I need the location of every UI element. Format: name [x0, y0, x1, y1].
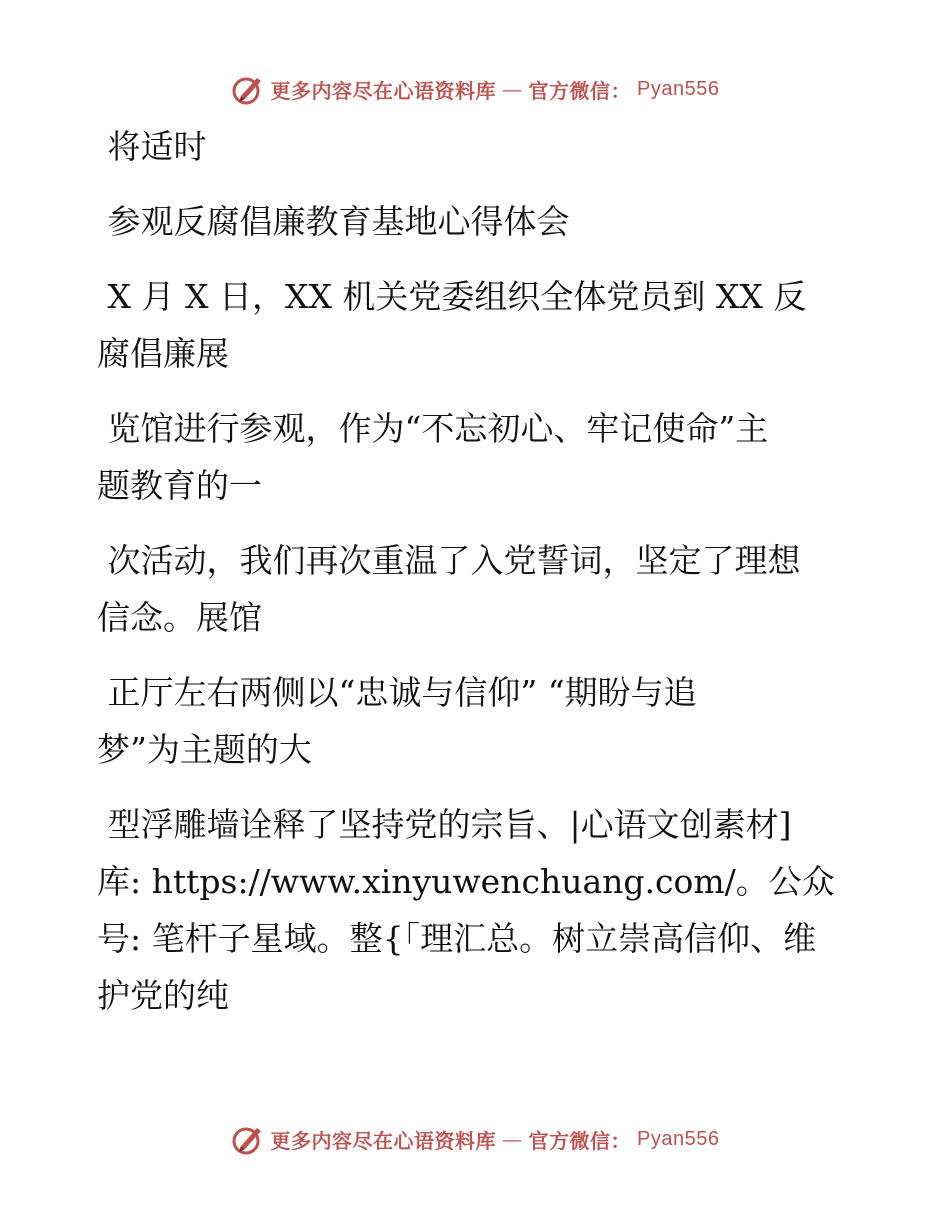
watermark-brand: 更多内容尽在心语资料库 [270, 78, 497, 103]
watermark-wechat-label: 官方微信： [528, 1128, 632, 1153]
watermark-brand: 更多内容尽在心语资料库 [270, 1128, 497, 1153]
watermark-dash: — [502, 1127, 523, 1151]
text-line-7: 次活动，我们再次重温了入党誓词，坚定了理想 [97, 541, 801, 580]
watermark-wechat-label: 官方微信： [528, 78, 632, 103]
text-line-12: 库: https://www.xinyuwenchuang.com/。公众 [97, 862, 835, 901]
pen-logo-icon [231, 72, 265, 106]
text-line-9: 正厅左右两侧以“忠诚与信仰” “期盼与追 [97, 673, 697, 712]
text-line-4: 腐倡廉展 [97, 334, 229, 373]
text-line-6: 题教育的一 [97, 466, 262, 505]
text-line-8: 信念。展馆 [97, 598, 262, 637]
watermark-wechat-id: Pyan556 [637, 77, 720, 100]
text-line-5: 览馆进行参观，作为“不忘初心、牢记使命”主 [97, 409, 769, 448]
text-line-11: 型浮雕墙诠释了坚持党的宗旨、|心语文创素材] [97, 805, 792, 844]
text-line-3: X 月 X 日，XX 机关党委组织全体党员到 XX 反 [97, 277, 807, 316]
pen-logo-icon [231, 1122, 265, 1156]
footer-watermark [0, 1122, 950, 1156]
watermark-wechat-id: Pyan556 [637, 1127, 720, 1150]
document-body [97, 118, 857, 1024]
text-line-14: 护党的纯 [97, 976, 229, 1015]
header-watermark [0, 72, 950, 106]
text-line-10: 梦”为主题的大 [97, 730, 312, 769]
text-line-2: 参观反腐倡廉教育基地心得体会 [97, 202, 570, 241]
text-line-13: 号: 笔杆子星域。整{「理汇总。树立崇高信仰、维 [97, 919, 817, 958]
watermark-dash: — [502, 77, 523, 101]
text-line-1: 将适时 [97, 127, 207, 166]
